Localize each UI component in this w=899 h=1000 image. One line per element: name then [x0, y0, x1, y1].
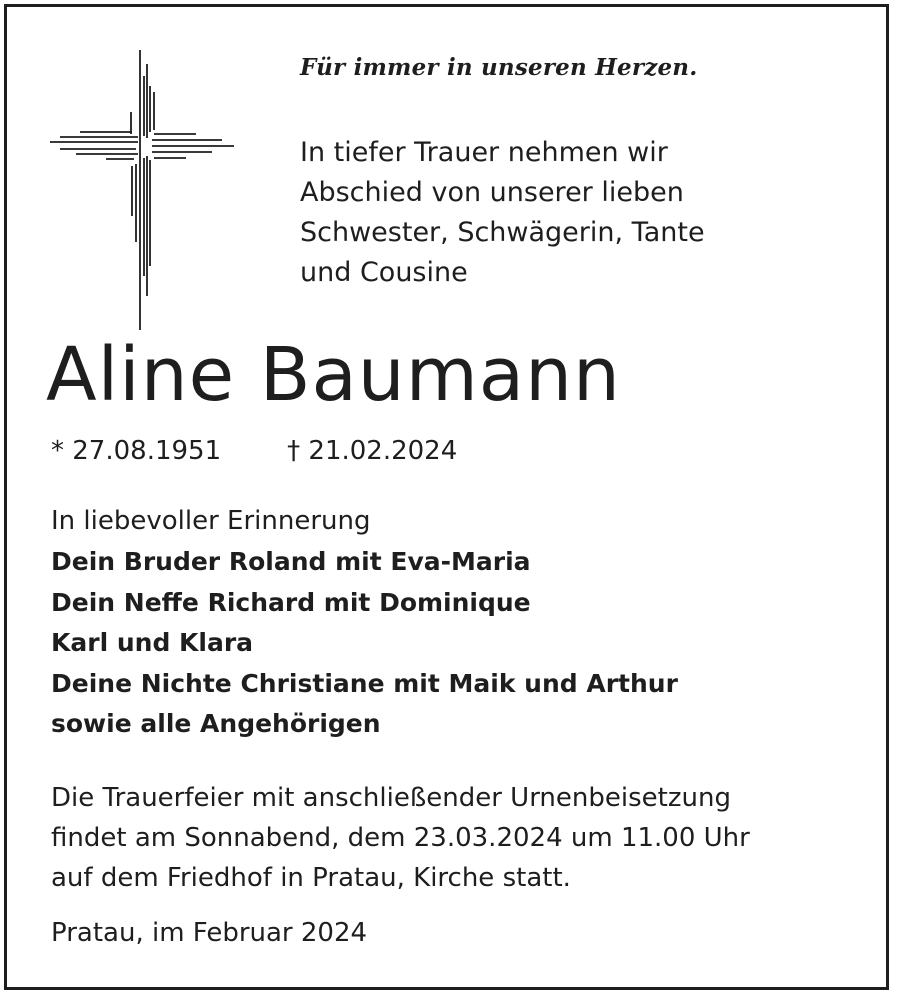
memory-heading: In liebevoller Erinnerung [51, 506, 371, 536]
intro-text [300, 133, 860, 293]
intro-line: In tiefer Trauer nehmen wir [300, 137, 668, 168]
service-line: Die Trauerfeier mit anschließender Urnenbeisetzung [51, 783, 731, 813]
deceased-name: Aline Baumann [46, 332, 621, 418]
mourner-line: Dein Neffe Richard mit Dominique [51, 587, 531, 617]
place-date: Pratau, im Februar 2024 [51, 918, 368, 948]
death-date: † 21.02.2024 [287, 436, 458, 466]
intro-line: Abschied von unserer lieben [300, 177, 684, 208]
mourners-list [51, 542, 678, 745]
cross-icon [46, 46, 242, 336]
mourner-line: Dein Bruder Roland mit Eva-Maria [51, 547, 531, 576]
motto: Für immer in unseren Herzen. [300, 54, 698, 81]
service-info [51, 778, 750, 898]
birth-date: * 27.08.1951 [51, 436, 222, 466]
service-line: auf dem Friedhof in Pratau, Kirche statt. [51, 863, 571, 893]
life-dates [51, 436, 457, 466]
intro-line: und Cousine [300, 257, 468, 288]
intro-line: Schwester, Schwägerin, Tante [300, 217, 705, 248]
mourner-line: Karl und Klara [51, 628, 254, 657]
mourner-line: Deine Nichte Christiane mit Maik und Arthur [51, 668, 678, 698]
service-line: findet am Sonnabend, dem 23.03.2024 um 11.00 Uhr [51, 823, 750, 853]
mourner-line: sowie alle Angehörigen [51, 709, 381, 738]
